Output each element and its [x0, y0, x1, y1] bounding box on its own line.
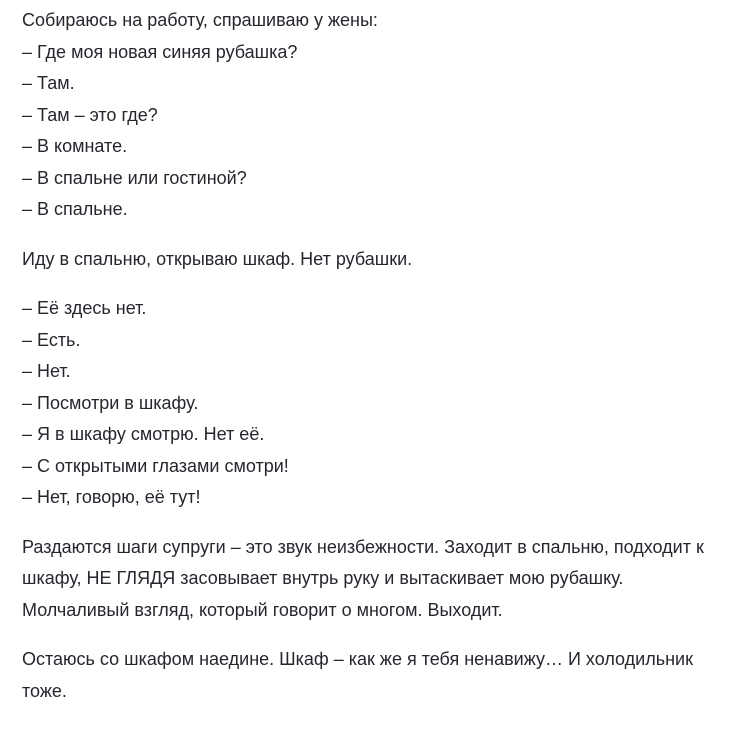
story-paragraph: Собираюсь на работу, спрашиваю у жены: – Где моя новая синяя рубашка? – Там. – Там – это где? – В комнате. – В спальне или гостиной? – В спальне.	[22, 10, 378, 219]
story-paragraph: Остаюсь со шкафом наедине. Шкаф – как же я тебя ненавижу… И холодильник тоже.	[22, 649, 693, 701]
story-paragraph: Раздаются шаги супруги – это звук неизбежности. Заходит в спальню, подходит к шкафу, НЕ ГЛЯДЯ засовывает внутрь руку и вытаскивает мою рубашку. Молчаливый взгляд, который говорит о многом. Выходит.	[22, 536, 704, 620]
story-paragraph: Иду в спальню, открываю шкаф. Нет рубашки.	[22, 248, 413, 269]
story-paragraph: – Её здесь нет. – Есть. – Нет. – Посмотри в шкафу. – Я в шкафу смотрю. Нет её. – С открытыми глазами смотри! – Нет, говорю, её тут!	[22, 298, 289, 507]
